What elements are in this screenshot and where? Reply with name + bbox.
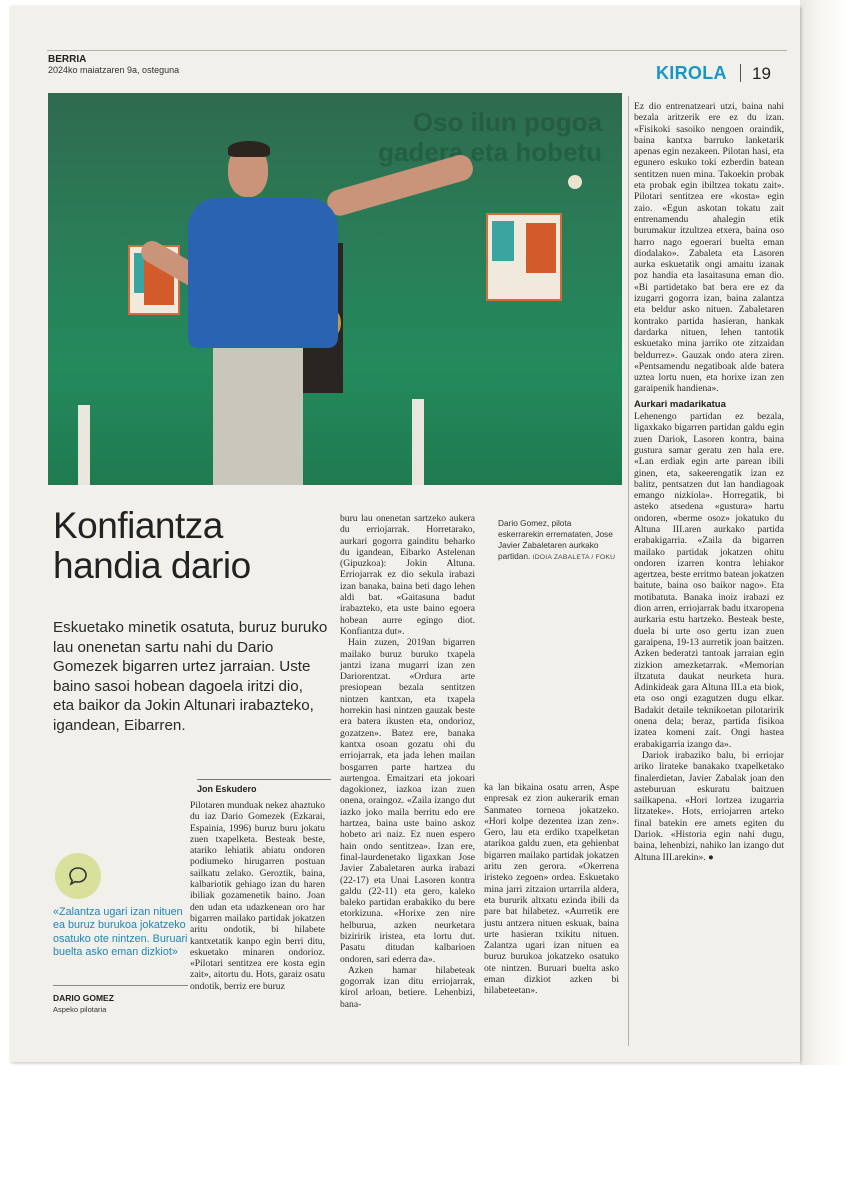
byline-rule [197, 779, 331, 780]
article-lede: Eskuetako minetik osatuta, buruz buruko lau onenetan sartu nahi du Dario Gomezek bigarren urtez jarraian. Uste baino sasoi hobean dagoela iritzi dio, eta baikor da Jokin Altunari irabazteko, igandean, Eibarren. [53, 619, 328, 734]
paragraph: Azken hamar hilabeteak gogorrak izan ditu erriojarrak, kirol arloan, betiere. Lehenbizi, bana- [340, 964, 475, 1010]
paragraph: Ez dio entrenatzeari utzi, baina nahi bezala aritzerik ere ez du izan. «Fisikoki sasoiko nengoen oraindik, baina kantxa barruko lanketarik apenas egin nezakeen. Pilotan hasi, eta egunero eskuko toki ezberdin batean sentitzen nuen mina. Takoekin probak eta probak egin ibiltzea tokatu zait». Pilotari sentitzea ere «kosta» egin zaio. «Egun askotan tokatu zait entrenamendu ahalegin etik burumakur itzultzea etxera, baina oso harro nago egoerari buelta eman diodalako». Zabaleta eta Lasoren aurka eskuetatik ongi amaitu izanak poz handia eta lasaitasuna eman dio. «Bi partidetako bat bera ere ez da izugarri gogorra izan, baina zalantza eta beldur asko nituen. Zabaletaren kontrako partida hasieran, hankak dardarka nituen, lehen tantotik eskuetako mina jarriko ote zitzaidan beldurrez». Gauzak ondo atera ziren. «Pentsamendu negatiboak alde batera uztea lortu nuen, eta horixe izan zen garaipenik handiena». [634, 101, 784, 395]
article-photo [48, 93, 622, 485]
pull-quote-role: Aspeko pilotaria [53, 1005, 107, 1014]
player-legs [213, 333, 303, 485]
pull-quote: «Zalantza ugari izan nituen ea buruz burukoa jokatzeko osatuko ote nintzen. Buruari buelta asko eman dizkiot» [53, 906, 188, 958]
paper-edge [800, 0, 848, 1065]
section-name: KIROLA [656, 63, 727, 83]
header-separator [740, 64, 741, 82]
paragraph: Pilotaren munduak nekez ahaztuko du iaz Dario Gomezek (Ezkarai, Espainia, 1996) buruz buru jokatu zuen txapelketa. Besteak beste, atariko lehiatik abiatu ondoren podiumeko hirugarren postuan sailkatu zelako. Geroztik, baina, kalbariotik gehiago izan du haren ibiliak gozamenetik baino. Joan den udan eta udazkenean oro har bigarren mailako partidak jokatzen aritu ondotik, bi hilabete kantxetatik kanpo egin berri ditu, eskuetako minaren ondorioz. «Pilotari sentitzea ere kosta egin zait», aitortu du. Hots, garaiz osatu ondotik, berriz ere buruz [190, 800, 325, 992]
court-post [78, 405, 90, 485]
speech-bubble-icon [55, 853, 101, 899]
pull-quote-author: DARIO GOMEZ [53, 993, 114, 1003]
pull-quote-rule [53, 985, 188, 986]
header-rule [47, 50, 787, 51]
article-column-4 [634, 101, 784, 863]
player-shirt [188, 198, 338, 348]
subheading: Aurkari madarikatua [634, 398, 726, 410]
article-column-1 [190, 800, 325, 992]
paragraph: ka lan bikaina osatu arren, Aspe enpresak ez zion aukerarik eman Sanmateo torneoa jokatzeko. «Hori kolpe dezentea izan zen». Gero, lau eta erdiko txapelketan atarikoa galdu zuen, eta gehienbat bigarren mailako partidak jokatzen aritu zen gerora. «Okerrena iristeko zegoen» ordea. Eskuetako mina jarri zitzaion urtarrila aldera, eta bururik altxatu ezinda ibili da pare bat hilabetez. «Aurretik ere justu antzera nituen eskuak, baina urte hasieran txikitu nituen. Zalantza ugari izan nituen ea buruz burukoa jokatzeko osatuko ote nintzen. Buruari buelta asko eman dizkiot azken bi hilabeteetan». [484, 782, 619, 997]
column-rule [628, 96, 629, 1046]
player-hair [228, 141, 270, 157]
article-headline: Konfiantza handia dario [53, 505, 251, 586]
photo-wall-text: Oso ilun pogoa gadera eta hobetu [378, 107, 602, 167]
newspaper-page [10, 6, 800, 1062]
masthead: BERRIA [48, 54, 87, 65]
article-column-2 [340, 513, 475, 1010]
paragraph: Dariok irabaziko balu, bi erriojar ariko lirateke banakako txapelketako finalerdietan, Javier Zabalak joan den asteburuan eskuratu baitzuen sailkapena. «Hori lortzea izugarria litzateke». Hots, erriojarren arteko final batekin ere amets egiten du Dariok. «Historia egin nahi dugu, baina, lehenbizi, nahiko lan izango dut Altuna III.arekin». ● [634, 749, 784, 863]
court-post [412, 399, 424, 485]
paragraph: buru lau onenetan sartzeko aukera du erriojarrak. Horretarako, aurkari gogorra gainditu beharko du igandean, Eibarko Astelenan (Gipuzkoa): Jokin Altuna. Erriojarrak ez dio sekula irabazi izan banaka, baina beti dago lehen aldi bat. «Gaitasuna badut irabazteko, eta uste baino egoera hobean aurre egingo diot. Konfiantza dut». [340, 513, 475, 637]
byline: Jon Eskudero [197, 784, 257, 794]
photo-credit: IDOIA ZABALETA / FOKU [532, 554, 616, 561]
article-column-3 [484, 782, 619, 997]
paragraph: Lehenengo partidan ez bezala, ligaxkako bigarren partidan galdu egin zuen Dariok, Lasoren kontra, baina gustura samar geratu zen hala ere. «Lan erdiak egin arte parean ibili ginen, eta, sakeerengatik izan ez balitz, pentsatzen dut lan handiagoak emango nizkiola». Horregatik, bi asteko atsedena «gustura» hartu ondoren, «berme osoz» jokatuko du Altuna III.aren aurkako partida erabakigarria. «Zaila da bigarren mailako partidak jokatzen ohitu ondoren izarren kontra lehiakor agertzea, beste erritmo batean jokatzen baitute, baina oso baikor nago». Eta motibatuta. Banaka inoiz irabazi ez dion arren, erriojarrak badu itxaropena aurkaria estu hartzeko. Besteak beste, duela bi urte oso gertu izan zuen garaipena, 19-13 aurretik joan baitzen. Azken bederatzi tantoak jarraian egin zizkion amezketarrak. «Memorian iltzatuta daukat neurketa hura. Adinkideak gara Altuna III.a eta biok, eta oso ongi ezagutzen dugu elkar. Badakit detaile teknikoetan pilotaririk onena dela; beraz, partida fisikoa izatea komeni zait. Ongi hastea erabakigarria izango da». [634, 411, 784, 750]
pelota-ball [568, 175, 582, 189]
photo-caption [498, 518, 618, 563]
issue-date: 2024ko maiatzaren 9a, osteguna [48, 65, 180, 75]
caption-text: Dario Gomez, pilota eskerrarekin erremataten, Jose Javier Zabaletaren aurkako partidan. [498, 518, 613, 561]
sponsor-board-right [486, 213, 562, 301]
page-number: 19 [752, 64, 771, 83]
paragraph: Hain zuzen, 2019an bigarren mailako buruz buruko txapela jantzi izana mugarri izan zen Dariorentzat. «Ordura arte presiopean bezala sentitzen nintzen kantxan, eta txapela horrekin hasi nintzen gauzak beste era batera ikusten eta, ondorioz, gozatzen». Batez ere, banaka kantxa osoan gozatu ohi du erriojarrak, eta jada lehen mailan bosgarren parte hartzea du aurtengoa. Emaitzari eta jokoari dagokionez, iazkoa izan zuen onena, oraingoz. «Zaila izango dut iazko joko maila berritu edo ere hartzea, baina uste baino askoz hobeto ari naiz. Ez nuen espero hain ondo sentitzea». Izan ere, final-laurdenetako ligaxkan Jose Javier Zabaletaren aurka irabazi (22-17) eta Unai Lasoren kontra galdu (22-11) eta gero, kaleko baleko partidan erabakiko du bere etorkizuna. «Horixe zen nire helburua, azken neurketara biziririk iristea, eta lortu dut. Pasatu ditudan kalbarioen ondoren, sari ederra da». [340, 637, 475, 965]
